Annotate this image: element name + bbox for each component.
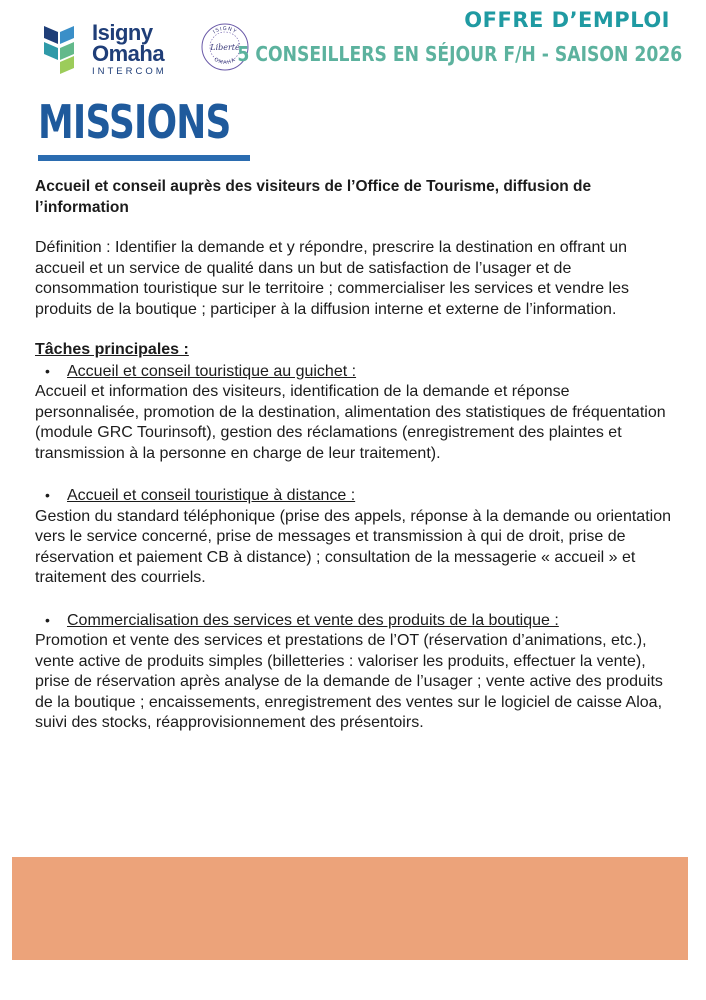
bullet-icon: •: [45, 487, 50, 503]
svg-text:OMAHA: OMAHA: [212, 56, 238, 67]
logo-text-omaha: Omaha: [92, 41, 165, 66]
logo-text-isigny: Isigny: [92, 20, 153, 45]
missions-content: [35, 177, 675, 755]
svg-text:ISIGNY: ISIGNY: [212, 25, 238, 36]
missions-intro: Accueil et conseil auprès des visiteurs de l’Office de Tourisme, diffusion de l’information: [35, 178, 592, 216]
heading-underline: [38, 155, 250, 161]
bullet-icon: •: [45, 611, 50, 628]
task-body: Accueil et information des visiteurs, identification de la demande et réponse personnalisée, promotion de la destination, alimentation des statistiques de fréquentation (module GRC Tourinsoft), gestion des réclamations (enregistrement des plaintes et transmission à la personne en charge de leur traitement).: [35, 383, 666, 462]
task-item: [35, 361, 675, 465]
isigny-omaha-logo: [42, 18, 187, 80]
definition-paragraph: Définition : Identifier la demande et y répondre, prescrire la destination en offrant un accueil et un service de qualité dans un but de satisfaction de l’usager et de consommation touristique sur le territoire ; commercialiser les services et vendre les produits de la boutique ; participer à la diffusion interne et externe de l’information.: [35, 239, 629, 318]
task-title: Commercialisation des services et vente des produits de la boutique :: [67, 611, 559, 629]
missions-heading: MISSIONS: [38, 95, 231, 149]
tasks-title: Tâches principales :: [35, 341, 189, 358]
task-item: [35, 485, 675, 589]
logo-text-intercom: INTERCOM: [92, 66, 167, 77]
offer-title: OFFRE D’EMPLOI: [464, 8, 670, 32]
offer-subtitle: 5 CONSEILLERS EN SÉJOUR F/H - SAISON 2026: [237, 42, 682, 66]
task-item: [35, 610, 675, 734]
task-body: Promotion et vente des services et prestations de l’OT (réservation d’animations, etc.), vente active de produits simples (billetteries : valoriser les produits, effectuer la vente), prise de réservation après analyse de la demande de l’usager ; vente active des produits de la boutique ; encaissements, enregistrement des ventes sur le logiciel de caisse Aloa, suivi des stocks, réapprovisionnement des présentoirs.: [35, 632, 663, 731]
bullet-icon: •: [45, 362, 50, 379]
task-title: Accueil et conseil touristique à distance :: [67, 487, 356, 504]
task-title: Accueil et conseil touristique au guichet :: [67, 362, 357, 380]
task-body: Gestion du standard téléphonique (prise des appels, réponse à la demande ou orientation vers le service concerné, prise de messages et transmission à qui de droit, prise de réservation et paiement CB à distance) ; consultation de la messagerie « accueil » et traitement des courriels.: [35, 507, 671, 586]
logo-mark-icon: [42, 22, 86, 74]
badge-center-text: Liberté: [210, 43, 240, 52]
footer-orange-band: [12, 857, 688, 960]
